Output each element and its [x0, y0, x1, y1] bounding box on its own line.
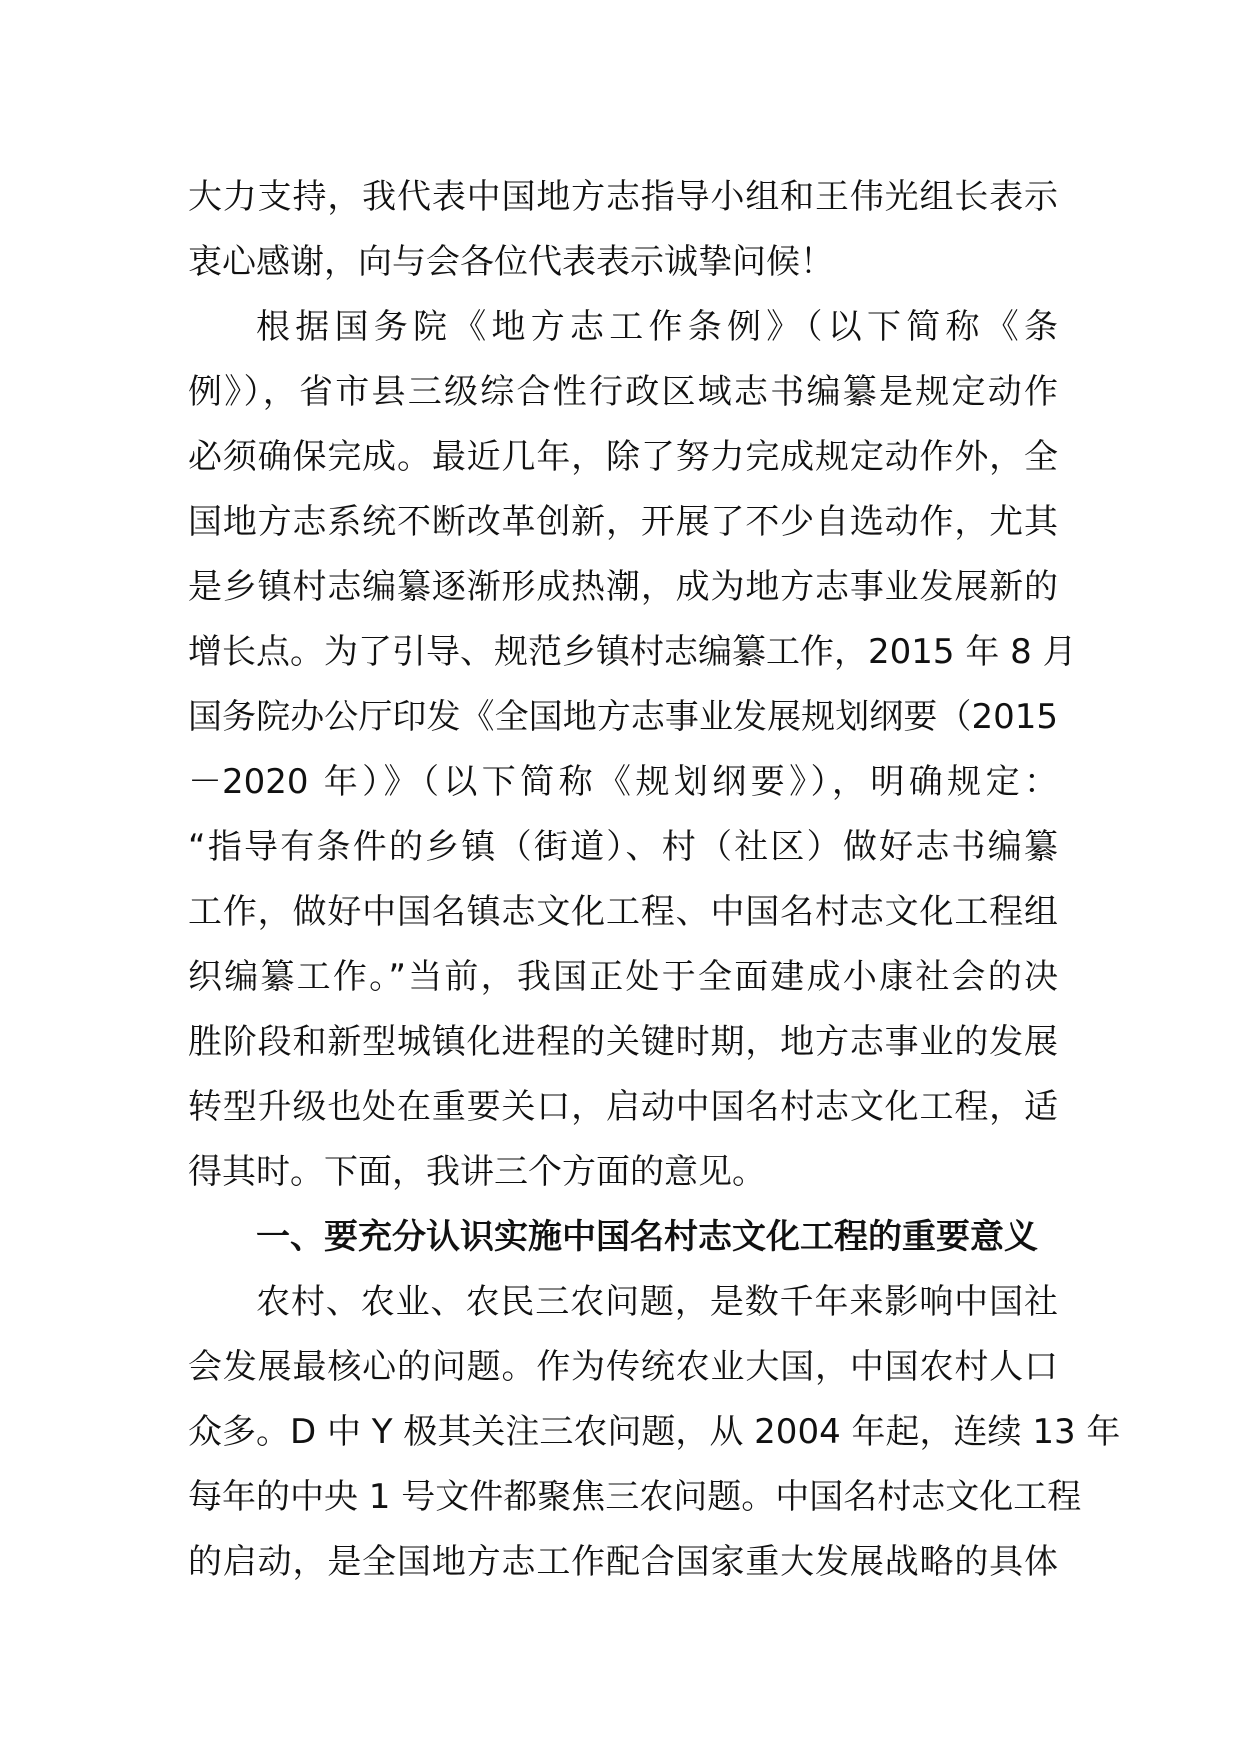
text-line: 会发展最核心的问题。作为传统农业大国，中国农村人口: [188, 1347, 1058, 1387]
text-line: 的启动，是全国地方志工作配合国家重大发展战略的具体: [188, 1542, 1058, 1582]
section-heading: 一、要充分认识实施中国名村志文化工程的重要意义: [256, 1217, 1038, 1257]
text-line: 例》），省市县三级综合性行政区域志书编纂是规定动作: [188, 372, 1058, 412]
text-line: “指导有条件的乡镇（街道）、村（社区）做好志书编纂: [188, 827, 1058, 867]
text-line: 大力支持，我代表中国地方志指导小组和王伟光组长表示: [188, 177, 1058, 217]
text-line: 是乡镇村志编纂逐渐形成热潮，成为地方志事业发展新的: [188, 567, 1058, 607]
text-line: －2020 年）》（以下简称《规划纲要》），明确规定：: [188, 762, 1058, 802]
text-line: 工作，做好中国名镇志文化工程、中国名村志文化工程组: [188, 892, 1058, 932]
text-line: 众多。D 中 Y 极其关注三农问题，从 2004 年起，连续 13 年: [188, 1412, 1121, 1452]
text-line: 国地方志系统不断改革创新，开展了不少自选动作，尤其: [188, 502, 1058, 542]
text-line: 衷心感谢，向与会各位代表表示诚挚问候！: [188, 242, 834, 282]
text-line: 每年的中央 1 号文件都聚焦三农问题。中国名村志文化工程: [188, 1477, 1082, 1517]
text-line: 转型升级也处在重要关口，启动中国名村志文化工程，适: [188, 1087, 1058, 1127]
text-line: 农村、农业、农民三农问题，是数千年来影响中国社: [256, 1282, 1058, 1322]
text-line: 织编纂工作。”当前，我国正处于全面建成小康社会的决: [188, 957, 1058, 997]
text-line: 国务院办公厅印发《全国地方志事业发展规划纲要（2015: [188, 697, 1058, 737]
text-line: 根据国务院《地方志工作条例》（以下简称《条: [256, 307, 1058, 347]
body-text: [188, 165, 1121, 1595]
text-line: 得其时。下面，我讲三个方面的意见。: [188, 1152, 766, 1192]
text-line: 必须确保完成。最近几年，除了努力完成规定动作外，全: [188, 437, 1058, 477]
text-line: 增长点。为了引导、规范乡镇村志编纂工作，2015 年 8 月: [188, 632, 1077, 672]
text-line: 胜阶段和新型城镇化进程的关键时期，地方志事业的发展: [188, 1022, 1058, 1062]
